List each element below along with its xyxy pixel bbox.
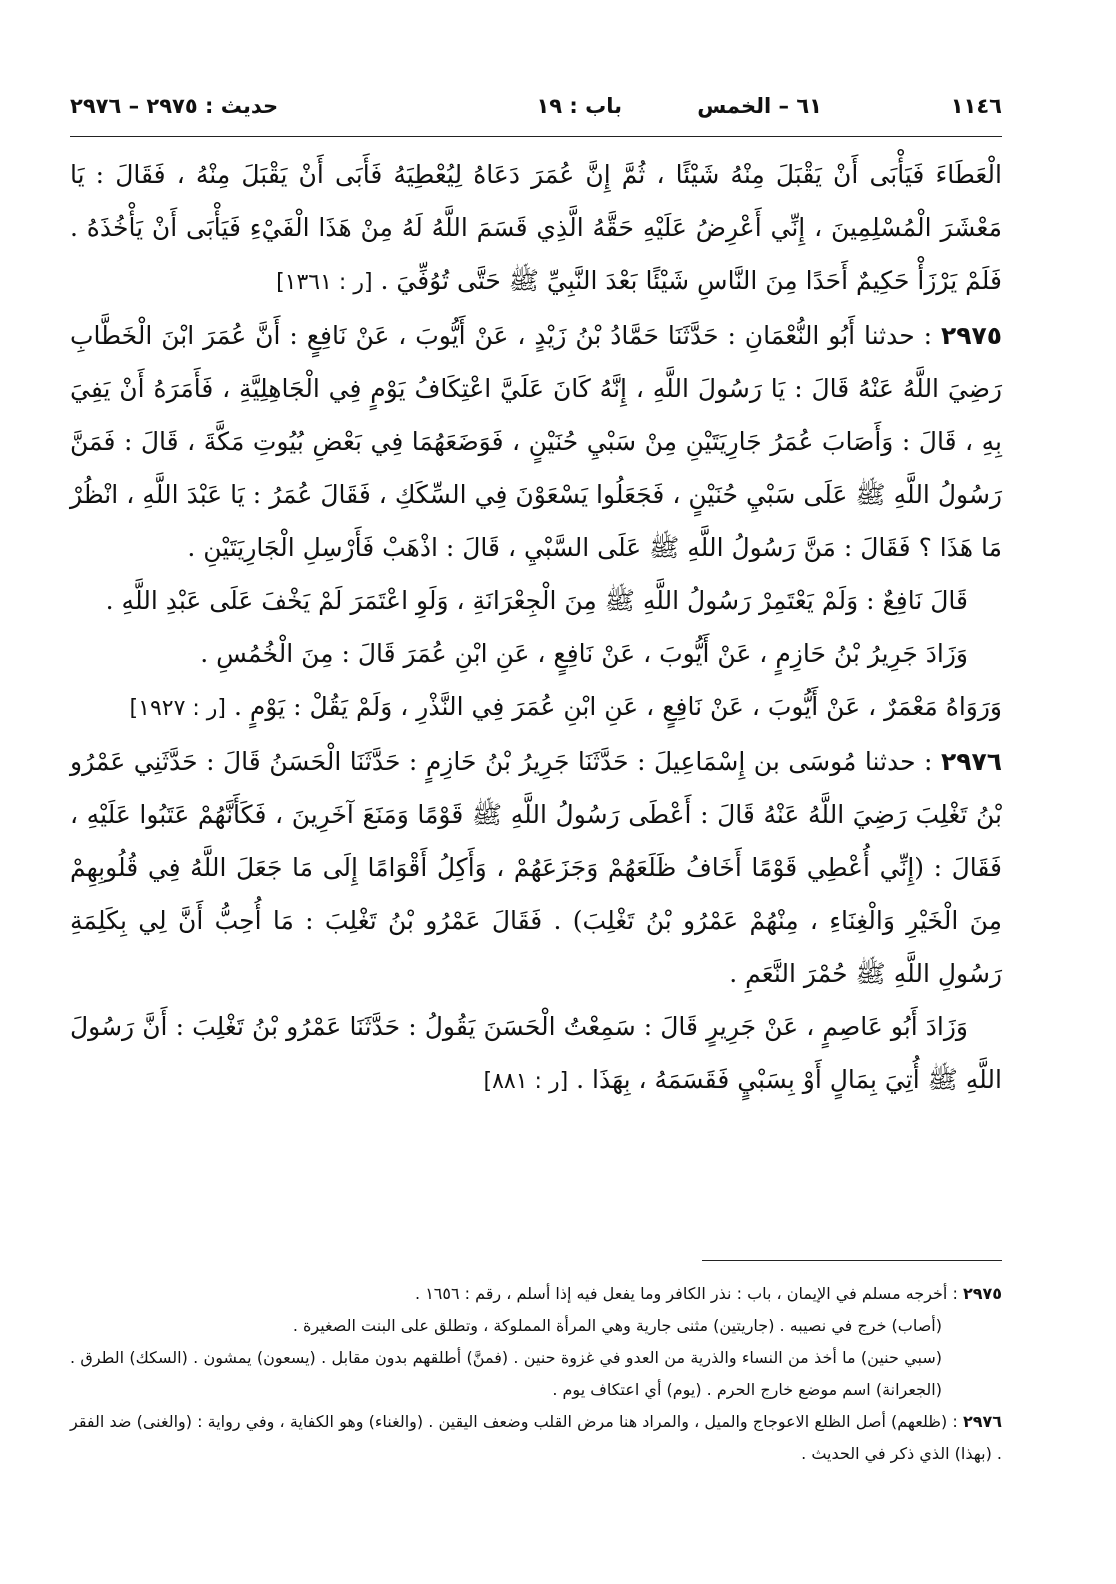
hadith-range: حديث : ٢٩٧٥ – ٢٩٧٦ xyxy=(70,94,279,118)
footnote-number: ٢٩٧٥ xyxy=(962,1284,1002,1303)
bab-number: باب : ١٩ xyxy=(536,94,622,118)
footnote-text: : (ظلعهم) أصل الظلع الاعوجاج والميل ، والمراد هنا مرض القلب وضعف اليقين . (والغناء) وهو الكفاية ، وفي رواية : (والغنى) ضد الفقر . (بهذا) الذي ذكر في الحديث . xyxy=(70,1412,1002,1463)
footnote-text: (أصاب) خرج في نصيبه . (جاريتين) مثنى جارية وهي المرأة المملوكة ، وتطلق على البنت الصغيرة . xyxy=(292,1316,942,1335)
mamar-text: وَرَوَاهُ مَعْمَرٌ ، عَنْ أَيُّوبَ ، عَنْ نَافِعٍ ، عَنِ ابْنِ عُمَرَ فِي النَّذْرِ ، وَلَمْ يَقُلْ : يَوْمٍ . xyxy=(233,692,1002,721)
nafi-note xyxy=(70,574,1002,627)
asim-note xyxy=(70,1000,1002,1108)
footnote-text: : أخرجه مسلم في الإيمان ، باب : نذر الكافر وما يفعل فيه إذا أسلم ، رقم : ١٦٥٦ . xyxy=(415,1284,958,1303)
asim-text: وَزَادَ أَبُو عَاصِمٍ ، عَنْ جَرِيرٍ قَالَ : سَمِعْتُ الْحَسَنَ يَقُولُ : حَدَّثَنَا عَمْرُو بْنُ تَغْلِبَ : أَنَّ رَسُولَ اللَّهِ ﷺ أُتِيَ بِمَالٍ أَوْ بِسَبْيٍ فَقَسَمَهُ ، بِهَذَا . xyxy=(70,1012,1002,1094)
hadith-2975 xyxy=(70,309,1002,574)
hadith-text: : حدثنا مُوسَى بن إِسْمَاعِيلَ : حَدَّثَنَا جَرِيرُ بْنُ حَازِمٍ : حَدَّثَنَا الْحَسَنُ قَالَ : حَدَّثَنِي عَمْرُو بْنُ تَغْلِبَ رَضِيَ اللَّهُ عَنْهُ قَالَ : أَعْطَى رَسُولُ اللَّهِ ﷺ قَوْمًا وَمَنَعَ آخَرِينَ ، فَكَأَنَّهُمْ عَتَبُوا عَلَيْهِ ، فَقَالَ : (إِنِّي أُعْطِي قَوْمًا أَخَافُ ظَلَعَهُمْ وَجَزَعَهُمْ ، وَأَكِلُ أَقْوَامًا إِلَى مَا جَعَلَ اللَّهُ فِي قُلُوبِهِمْ مِنَ الْخَيْرِ وَالْغِنَاءِ ، مِنْهُمْ عَمْرُو بْنُ تَغْلِبَ) . فَقَالَ عَمْرُو بْنُ تَغْلِبَ : مَا أُحِبُّ أَنَّ لِي بِكَلِمَةِ رَسُولِ اللَّهِ ﷺ حُمْرَ النَّعَمِ . xyxy=(70,747,1002,988)
footnote-2975 xyxy=(70,1278,1002,1310)
mamar-note xyxy=(70,680,1002,735)
hadith-number: ٢٩٧٦ xyxy=(940,747,1002,776)
book-page xyxy=(70,0,1002,1584)
chapter-title: ٦١ – الخمس xyxy=(697,94,822,118)
nafi-text: قَالَ نَافِعٌ : وَلَمْ يَعْتَمِرْ رَسُولُ اللَّهِ ﷺ مِنَ الْجِعْرَانَةِ ، وَلَوِ اعْتَمَرَ لَمْ يَخْفَ عَلَى عَبْدِ اللَّهِ . xyxy=(105,586,968,615)
header-divider xyxy=(70,136,1002,137)
page-header xyxy=(70,94,1002,130)
footnote-number: ٢٩٧٦ xyxy=(962,1412,1002,1431)
jarir-text: وَزَادَ جَرِيرُ بْنُ حَازِمٍ ، عَنْ أَيُّوبَ ، عَنْ نَافِعٍ ، عَنِ ابْنِ عُمَرَ قَالَ : مِنَ الْخُمُسِ . xyxy=(200,639,968,668)
hadith-text: : حدثنا أَبُو النُّعْمَانِ : حَدَّثَنَا حَمَّادُ بْنُ زَيْدٍ ، عَنْ أَيُّوبَ ، عَنْ نَافِعٍ : أَنَّ عُمَرَ ابْنَ الْخَطَّابِ رَضِيَ اللَّهُ عَنْهُ قَالَ : يَا رَسُولَ اللَّهِ ، إِنَّهُ كَانَ عَلَيَّ اعْتِكَافُ يَوْمٍ فِي الْجَاهِلِيَّةِ ، فَأَمَرَهُ أَنْ يَفِيَ بِهِ ، قَالَ : وَأَصَابَ عُمَرُ جَارِيَتَيْنِ مِنْ سَبْيِ حُنَيْنٍ ، فَوَضَعَهُمَا فِي بَعْضِ بُيُوتِ مَكَّةَ ، قَالَ : فَمَنَّ رَسُولُ اللَّهِ ﷺ عَلَى سَبْيِ حُنَيْنٍ ، فَجَعَلُوا يَسْعَوْنَ فِي السِّكَكِ ، فَقَالَ عُمَرُ : يَا عَبْدَ اللَّهِ ، انْظُرْ مَا هَذَا ؟ فَقَالَ : مَنَّ رَسُولُ اللَّهِ ﷺ عَلَى السَّبْيِ ، قَالَ : اذْهَبْ فَأَرْسِلِ الْجَارِيَتَيْنِ . xyxy=(70,321,1002,562)
jarir-note xyxy=(70,627,1002,680)
footnote-gloss xyxy=(70,1310,1002,1342)
main-text xyxy=(70,148,1002,1108)
cross-reference: [ر : ١٣٦١] xyxy=(276,270,373,295)
continuation-text: الْعَطَاءَ فَيَأْبَى أَنْ يَقْبَلَ مِنْهُ شَيْئًا ، ثُمَّ إِنَّ عُمَرَ دَعَاهُ لِيُعْطِيَهُ فَأَبَى أَنْ يَقْبَلَ مِنْهُ ، فَقَالَ : يَا مَعْشَرَ الْمُسْلِمِينَ ، إِنِّي أَعْرِضُ عَلَيْهِ حَقَّهُ الَّذِي قَسَمَ اللَّهُ لَهُ مِنْ هَذَا الْفَيْءِ فَيَأْبَى أَنْ يَأْخُذَهُ . فَلَمْ يَرْزَأْ حَكِيمٌ أَحَدًا مِنَ النَّاسِ شَيْئًا بَعْدَ النَّبِيِّ ﷺ حَتَّى تُوُفِّيَ . xyxy=(70,160,1002,295)
cross-reference: [ر : ١٩٢٧] xyxy=(129,696,227,721)
hadith-number: ٢٩٧٥ xyxy=(940,321,1002,350)
footnote-gloss xyxy=(70,1342,1002,1406)
hadith-2976 xyxy=(70,735,1002,1000)
footnote-text: (سبي حنين) ما أخذ من النساء والذرية من العدو في غزوة حنين . (فمنَّ) أطلقهم بدون مقابل . (يسعون) يمشون . (السكك) الطرق . (الجعرانة) اسم موضع خارج الحرم . (يوم) أي اعتكاف يوم . xyxy=(70,1348,942,1399)
paragraph-continuation xyxy=(70,148,1002,309)
cross-reference: [ر : ٨٨١] xyxy=(483,1069,569,1094)
footnotes xyxy=(70,1278,1002,1470)
footnote-divider xyxy=(702,1260,1002,1261)
footnote-2976 xyxy=(70,1406,1002,1470)
page-number: ١١٤٦ xyxy=(950,94,1002,118)
